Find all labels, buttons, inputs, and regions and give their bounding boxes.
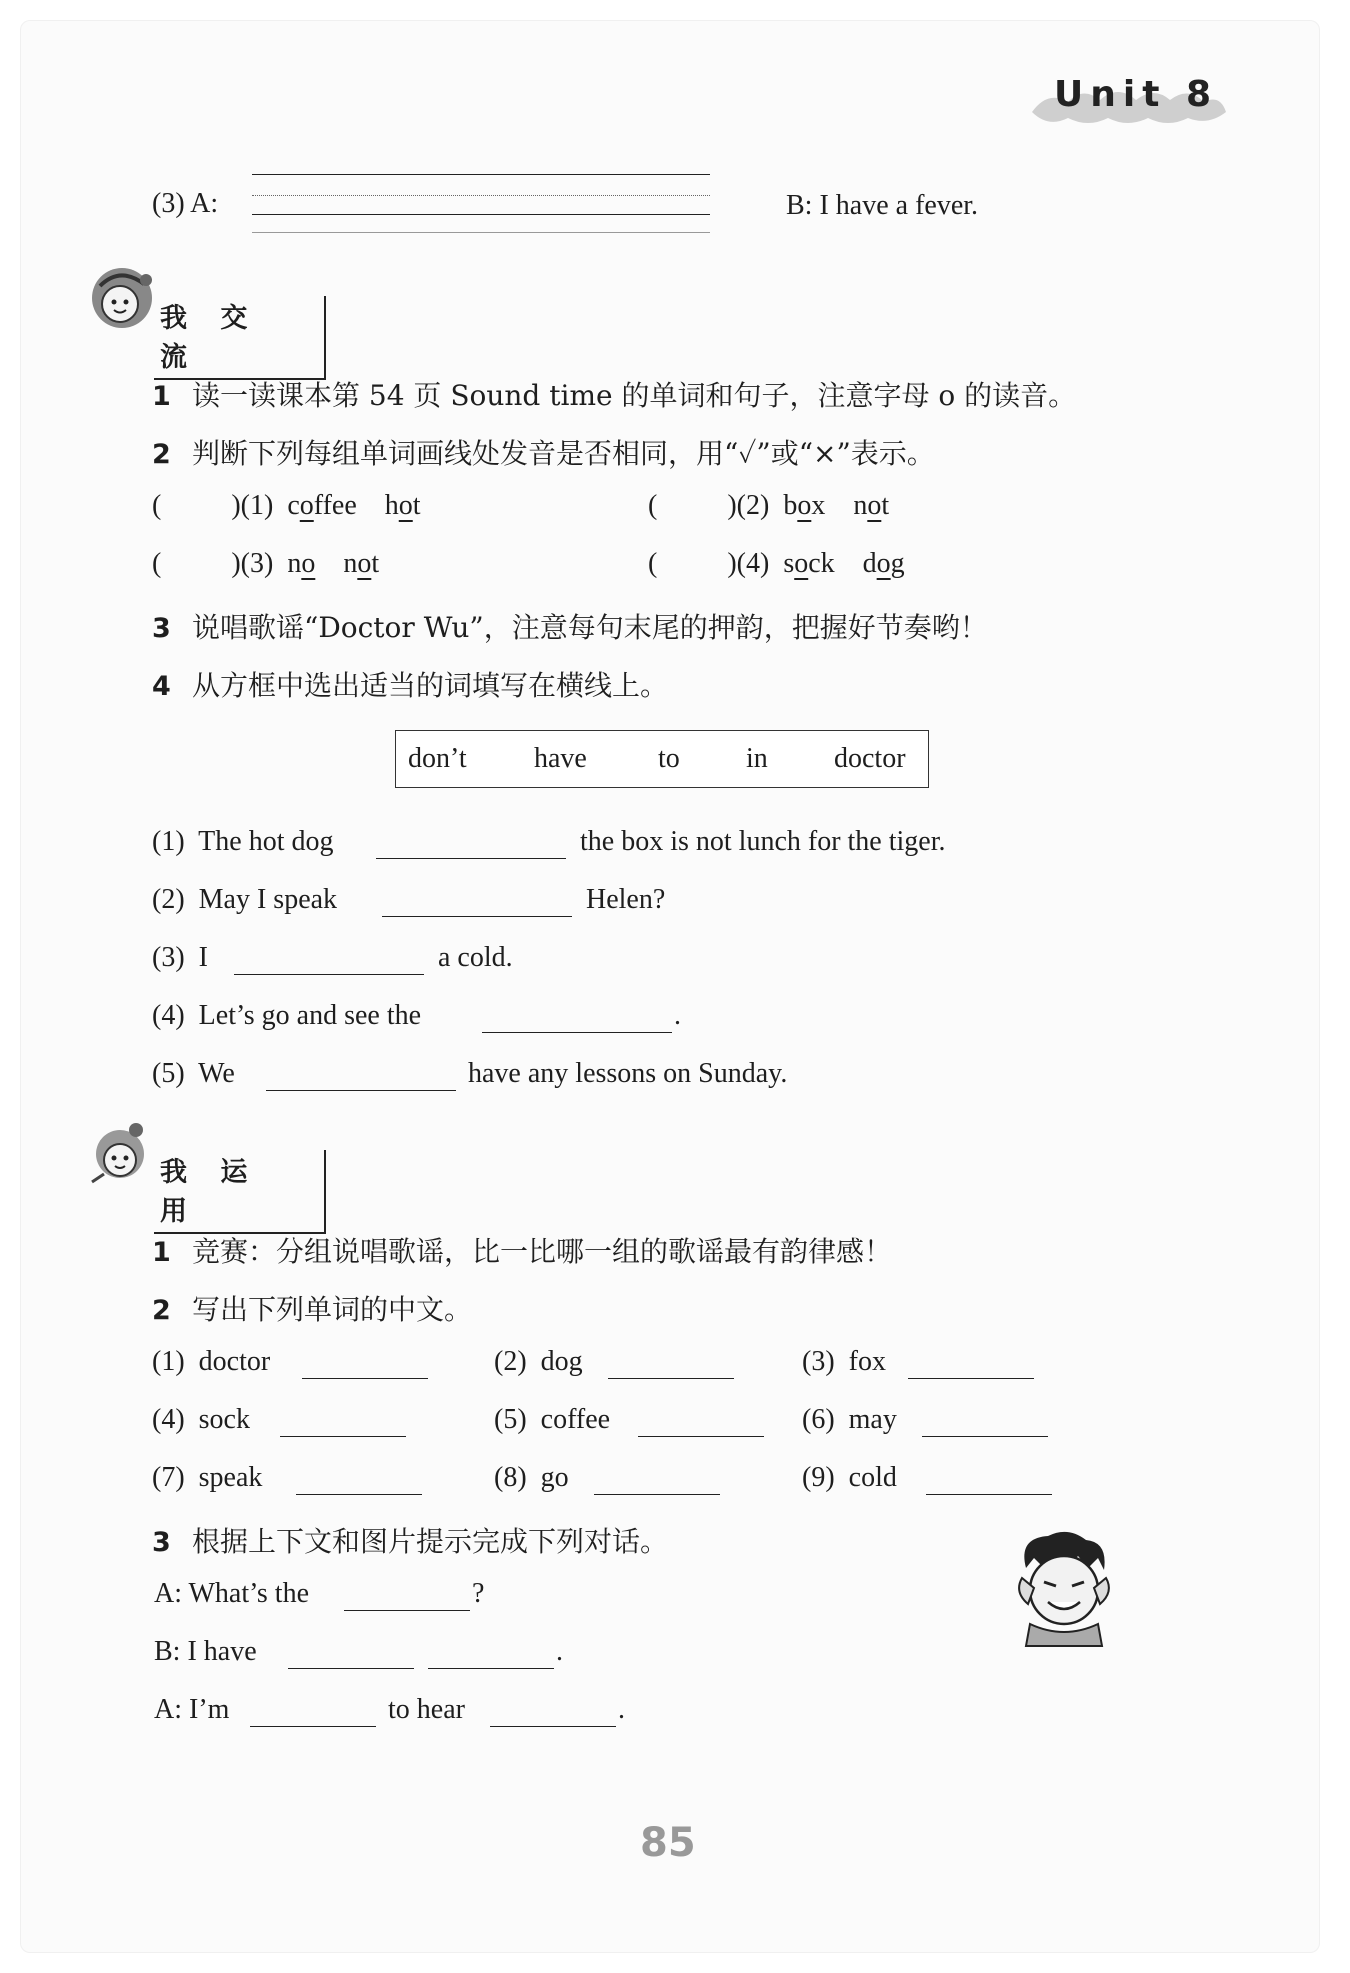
- fill-sentence-4: (4) Let’s go and see the: [152, 1000, 422, 1031]
- section-title: 我 运 用: [154, 1150, 326, 1234]
- unit-title: Unit 8: [1054, 74, 1218, 115]
- dialogue-line-2: B: I have: [154, 1636, 257, 1667]
- translation-blank[interactable]: [296, 1494, 422, 1495]
- word-item: (7) speak: [152, 1462, 263, 1493]
- word-item: (1) doctor: [152, 1346, 271, 1377]
- word-item: (2) dog: [494, 1346, 583, 1377]
- dialogue-line-3: A: I’m: [154, 1694, 230, 1725]
- fill-sentence-5: (5) We: [152, 1058, 235, 1089]
- answer-line[interactable]: [252, 174, 710, 175]
- translation-blank[interactable]: [908, 1378, 1034, 1379]
- kid-mascot-icon: [86, 262, 158, 338]
- instruction-2: 2 判断下列每组单词画线处发音是否相同，用“✓”或“×”表示。: [152, 437, 935, 470]
- judge-item-3: ( )(3) no not: [152, 548, 380, 579]
- apply-instruction-2: 2 写出下列单词的中文。: [152, 1293, 473, 1326]
- fill-blank[interactable]: [266, 1090, 456, 1091]
- apply-instruction-1: 1 竞赛：分组说唱歌谣，比一比哪一组的歌谣最有韵律感！: [152, 1235, 893, 1268]
- fill-sentence-3-end: a cold.: [438, 942, 513, 973]
- dialogue-blank[interactable]: [428, 1668, 554, 1669]
- dialogue-blank[interactable]: [344, 1610, 470, 1611]
- fill-sentence-1-end: the box is not lunch for the tiger.: [580, 826, 946, 857]
- fill-sentence-2-end: Helen?: [586, 884, 666, 915]
- section-header-communicate: [86, 262, 326, 373]
- translation-blank[interactable]: [280, 1436, 406, 1437]
- fill-blank[interactable]: [482, 1032, 672, 1033]
- dialogue-blank[interactable]: [250, 1726, 376, 1727]
- translation-blank[interactable]: [922, 1436, 1048, 1437]
- translation-blank[interactable]: [302, 1378, 428, 1379]
- girl-mascot-icon: [86, 1116, 158, 1192]
- judge-item-1: ( )(1) coffee hot: [152, 490, 421, 521]
- word-option: in: [746, 743, 768, 774]
- word-item: (4) sock: [152, 1404, 250, 1435]
- judge-item-4: ( )(4) sock dog: [648, 548, 905, 579]
- instruction-1: 1 读一读课本第 54 页 Sound time 的单词和句子，注意字母 o 的读音。: [152, 379, 1077, 412]
- word-option: have: [534, 743, 587, 774]
- translation-blank[interactable]: [594, 1494, 720, 1495]
- dialogue-line-1-end: ?: [472, 1578, 485, 1609]
- dialogue-line-1: A: What’s the: [154, 1578, 310, 1609]
- word-option: to: [658, 743, 680, 774]
- fill-sentence-5-end: have any lessons on Sunday.: [468, 1058, 788, 1089]
- dialogue-blank[interactable]: [288, 1668, 414, 1669]
- section-header-apply: [86, 1116, 326, 1227]
- fill-sentence-3: (3) I: [152, 942, 208, 973]
- fill-blank[interactable]: [382, 916, 572, 917]
- top-item-label: (3) A:: [152, 188, 219, 219]
- word-item: (9) cold: [802, 1462, 897, 1493]
- word-option: don’t: [408, 743, 467, 774]
- instruction-4: 4 从方框中选出适当的词填写在横线上。: [152, 669, 669, 702]
- apply-instruction-3: 3 根据上下文和图片提示完成下列对话。: [152, 1525, 669, 1558]
- instruction-3: 3 说唱歌谣“Doctor Wu”，注意每句末尾的押韵，把握好节奏哟！: [152, 611, 988, 644]
- fill-blank[interactable]: [376, 858, 566, 859]
- page-number: 85: [640, 1820, 696, 1866]
- answer-dotted-line[interactable]: [252, 195, 710, 196]
- word-box: [395, 730, 929, 788]
- answer-line[interactable]: [252, 214, 710, 215]
- dialogue-blank[interactable]: [490, 1726, 616, 1727]
- word-option: doctor: [834, 743, 906, 774]
- fill-sentence-4-end: .: [674, 1000, 681, 1031]
- fill-blank[interactable]: [234, 974, 424, 975]
- fill-sentence-2: (2) May I speak: [152, 884, 338, 915]
- sick-boy-headache-icon: [1008, 1528, 1116, 1648]
- word-item: (8) go: [494, 1462, 569, 1493]
- judge-item-2: ( )(2) box not: [648, 490, 890, 521]
- translation-blank[interactable]: [926, 1494, 1052, 1495]
- dialogue-line-2-end: .: [556, 1636, 563, 1667]
- dialogue-line-3-mid: to hear: [388, 1694, 465, 1725]
- word-item: (5) coffee: [494, 1404, 611, 1435]
- unit-header: [1028, 72, 1228, 126]
- translation-blank[interactable]: [638, 1436, 764, 1437]
- answer-line[interactable]: [252, 232, 710, 233]
- translation-blank[interactable]: [608, 1378, 734, 1379]
- fill-sentence-1: (1) The hot dog: [152, 826, 334, 857]
- word-item: (3) fox: [802, 1346, 886, 1377]
- top-item-b: B: I have a fever.: [786, 190, 979, 221]
- dialogue-line-3-end: .: [618, 1694, 625, 1725]
- word-item: (6) may: [802, 1404, 897, 1435]
- section-title: 我 交 流: [154, 296, 326, 380]
